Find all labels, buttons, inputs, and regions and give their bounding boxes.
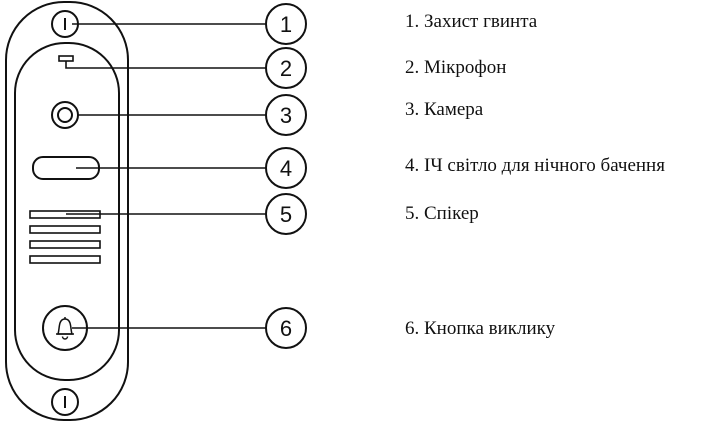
callout-number-5: 5 [279,202,293,227]
bell-icon [56,317,74,339]
callout-number-3: 3 [279,103,293,128]
screw-cover-bottom [52,389,78,415]
label-speaker: 5. Спікер [405,203,479,224]
leader-line-2 [66,61,266,68]
label-call-button: 6. Кнопка виклику [405,318,556,339]
microphone-slot [59,56,73,61]
label-screw-cover: 1. Захист гвинта [405,11,538,32]
callout-number-6: 6 [279,316,293,341]
callout-number-4: 4 [279,156,293,181]
camera-lens [52,102,78,128]
label-ir-light: 4. ІЧ світло для нічного бачення [405,155,665,176]
label-microphone: 2. Мікрофон [405,57,507,78]
callout-number-1: 1 [279,12,293,37]
label-camera: 3. Камера [405,99,484,120]
speaker-grille [30,211,100,263]
callout-number-2: 2 [279,56,293,81]
